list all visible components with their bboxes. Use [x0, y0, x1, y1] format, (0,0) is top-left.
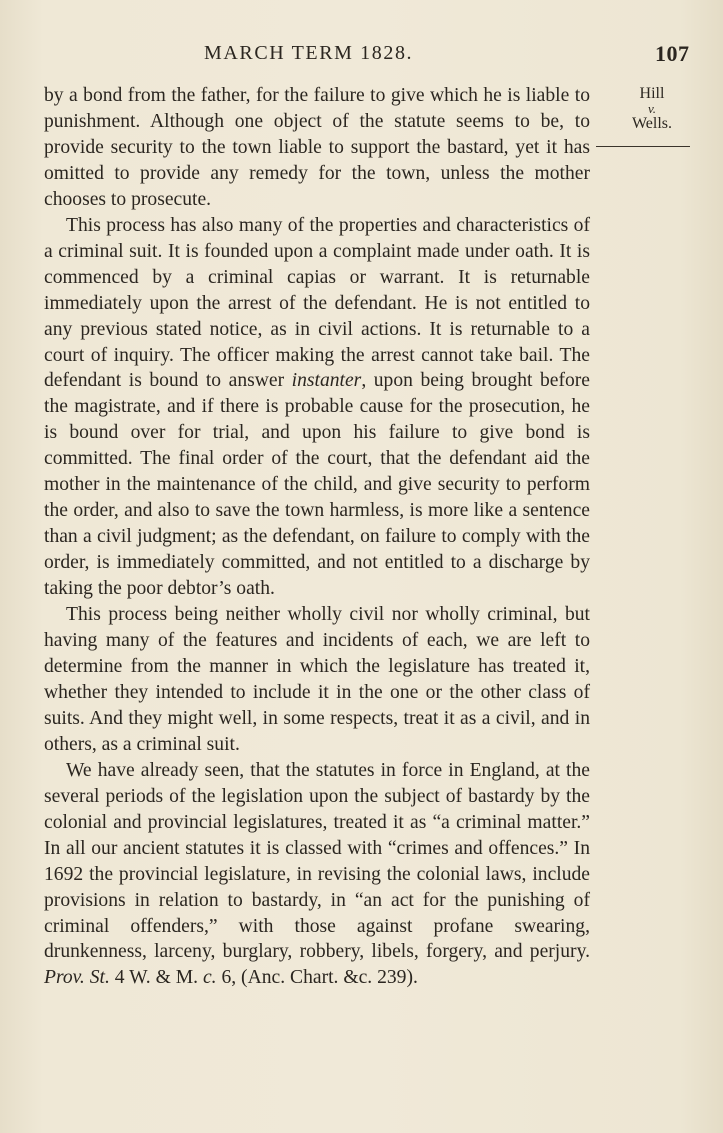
- margin-note-party-1: Hill: [639, 85, 665, 102]
- paragraph-text: 4 W. & M.: [109, 967, 203, 989]
- italic-text: c.: [202, 967, 217, 989]
- paragraph: [44, 758, 590, 992]
- running-head-title: MARCH TERM 1828.: [204, 42, 414, 64]
- italic-text: Prov. St.: [44, 967, 110, 989]
- margin-rule: [596, 146, 690, 147]
- margin-note-party-2: Wells.: [631, 115, 673, 132]
- running-head: [0, 40, 723, 70]
- page-number: 107: [655, 41, 690, 66]
- paragraph-text: We have already seen, that the statutes in force in England, at the several periods of the legislation upon the subject of bastardy by the colonial and provincial legislatures, treated it as “a criminal matter.” In all our ancient statutes it is classed with “crimes and offences.” In 1692 the provincial legislature, in revising the colonial laws, include provisions in relation to bastardy, in “an act for the punishing of criminal offenders,” with those against profane swearing, drunkenness, larceny, burglary, robbery, libels, forgery, and perjury.: [44, 759, 590, 963]
- italic-text: instanter: [291, 370, 362, 392]
- margin-note-versus: v.: [647, 101, 657, 116]
- paragraph-text: 6, (Anc. Chart. &c. 239).: [216, 967, 418, 989]
- paragraph-text: This process has also many of the properties and characteristics of a criminal suit. It is founded upon a complaint made under oath. It is commenced by a criminal capias or warrant. It is returnable immediately upon the arrest of the defendant. He is not entitled to any previous stated notice, as in civil actions. It is returnable to a court of inquiry. The officer making the arrest cannot take bail. The defendant is bound to answer: [44, 214, 590, 392]
- paragraph: [44, 83, 590, 213]
- body-text: [44, 83, 590, 991]
- paragraph-text: This process being neither wholly civil nor wholly criminal, but having many of the features and incidents of each, we are left to determine from the manner in which the legislature has treated it, whether they intended to include it in the one or the other class of suits. And they might well, in some respects, treat it as a civil, and in others, as a criminal suit.: [44, 604, 590, 755]
- paragraph: [44, 213, 590, 602]
- paragraph: [44, 602, 590, 758]
- paragraph-text: by a bond from the father, for the failure to give which he is liable to punishment. Although one object of the statute seems to be, to provide security to the town liable to support the bastard, yet it has omitted to provide any remedy for the town, unless the mother chooses to prosecute.: [44, 85, 590, 210]
- paragraph-text: , upon being brought before the magistrate, and if there is probable cause for the prosecution, he is bound over for trial, and upon his failure to give bond is committed. The final order of the court, that the defendant aid the mother in the maintenance of the child, and give security to perform the order, and also to save the town harmless, is more like a sentence than a civil judgment; as the defendant, on failure to comply with the order, is immediately committed, and not entitled to a discharge by taking the poor debtor’s oath.: [44, 370, 590, 600]
- case-name-margin-note: [612, 86, 692, 131]
